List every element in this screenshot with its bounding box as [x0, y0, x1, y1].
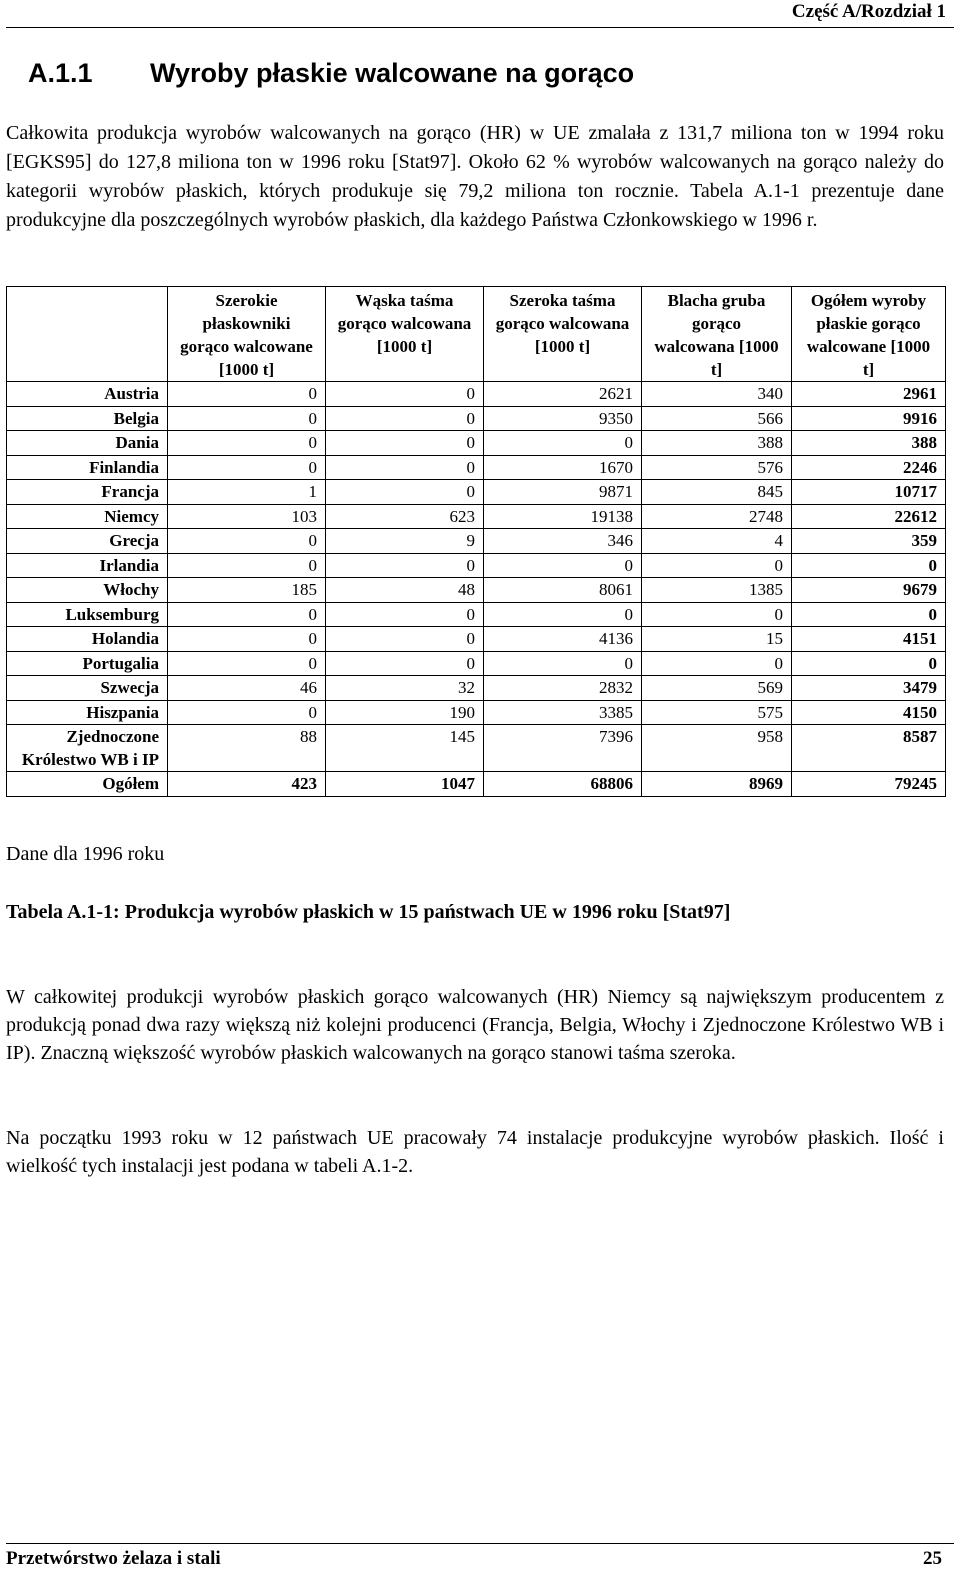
value-cell: 0 — [326, 651, 484, 676]
value-cell: 9871 — [484, 480, 642, 505]
value-cell: 32 — [326, 676, 484, 701]
total-value-cell: 2961 — [792, 382, 946, 407]
value-cell: 0 — [326, 406, 484, 431]
section-number: A.1.1 — [28, 58, 93, 88]
total-value-cell: 8969 — [642, 772, 792, 797]
value-cell: 0 — [326, 455, 484, 480]
value-cell: 0 — [642, 602, 792, 627]
value-cell: 0 — [642, 651, 792, 676]
value-cell: 576 — [642, 455, 792, 480]
table-row — [7, 578, 946, 603]
value-cell: 7396 — [484, 725, 642, 772]
total-value-cell: 3479 — [792, 676, 946, 701]
column-header: Wąska taśma gorąco walcowana [1000 t] — [326, 287, 484, 382]
total-value-cell: 79245 — [792, 772, 946, 797]
value-cell: 566 — [642, 406, 792, 431]
total-value-cell: 8587 — [792, 725, 946, 772]
value-cell: 185 — [168, 578, 326, 603]
table-row — [7, 602, 946, 627]
value-cell: 340 — [642, 382, 792, 407]
footer-divider — [6, 1543, 954, 1544]
total-value-cell: 9916 — [792, 406, 946, 431]
value-cell: 88 — [168, 725, 326, 772]
value-cell: 0 — [484, 553, 642, 578]
value-cell: 569 — [642, 676, 792, 701]
value-cell: 0 — [168, 406, 326, 431]
value-cell: 9 — [326, 529, 484, 554]
value-cell: 0 — [168, 700, 326, 725]
country-cell: Niemcy — [7, 504, 168, 529]
table-row — [7, 504, 946, 529]
table-row — [7, 651, 946, 676]
total-label-cell: Ogółem — [7, 772, 168, 797]
total-value-cell: 22612 — [792, 504, 946, 529]
total-value-cell: 0 — [792, 553, 946, 578]
value-cell: 845 — [642, 480, 792, 505]
table-row — [7, 431, 946, 456]
total-value-cell: 9679 — [792, 578, 946, 603]
total-value-cell: 388 — [792, 431, 946, 456]
intro-paragraph: Całkowita produkcja wyrobów walcowanych na gorąco (HR) w UE zmalała z 131,7 miliona ton w 1994 roku [EGKS95] do 127,8 milionа ton w 1996 roku [Stat97]. Około 62 % wyrobów walcowanych na gorąco należy do kategorii wyrobów płaskich, których produkuje się 79,2 miliona ton rocznie. Tabela A.1-1 prezentuje dane produkcyjne dla poszczególnych wyrobów płaskich, dla każdego Państwa Członkowskiego w 1996 r. — [6, 122, 944, 231]
value-cell: 145 — [326, 725, 484, 772]
value-cell: 958 — [642, 725, 792, 772]
total-value-cell: 4150 — [792, 700, 946, 725]
country-cell: Dania — [7, 431, 168, 456]
value-cell: 0 — [168, 627, 326, 652]
country-cell: Holandia — [7, 627, 168, 652]
header-corner — [7, 287, 168, 382]
value-cell: 1670 — [484, 455, 642, 480]
value-cell: 346 — [484, 529, 642, 554]
value-cell: 0 — [326, 627, 484, 652]
paragraph-2: W całkowitej produkcji wyrobów płaskich gorąco walcowanych (HR) Niemcy są największym producentem z produkcją ponad dwa razy większą niż kolejni producenci (Francja, Belgia, Włochy i Zjednoczone Królestwo WB i IP). Znaczną większość wyrobów płaskich walcowanych na gorąco stanowi taśma szeroka. — [6, 986, 944, 1064]
column-header: Blacha gruba gorąco walcowana [1000 t] — [642, 287, 792, 382]
table-row — [7, 455, 946, 480]
country-cell: Włochy — [7, 578, 168, 603]
value-cell: 9350 — [484, 406, 642, 431]
value-cell: 0 — [326, 553, 484, 578]
total-value-cell: 1047 — [326, 772, 484, 797]
value-cell: 0 — [484, 651, 642, 676]
table-body — [7, 382, 946, 797]
value-cell: 3385 — [484, 700, 642, 725]
column-header: Szeroka taśma gorąco walcowana [1000 t] — [484, 287, 642, 382]
chapter-header: Część A/Rozdział 1 — [791, 1, 946, 22]
paragraph-3: Na początku 1993 roku w 12 państwach UE pracowały 74 instalacje produkcyjne wyrobów płaskich. Ilość i wielkość tych instalacji jest podana w tabeli A.1-2. — [6, 1127, 944, 1177]
value-cell: 0 — [168, 651, 326, 676]
total-value-cell: 359 — [792, 529, 946, 554]
value-cell: 0 — [168, 553, 326, 578]
value-cell: 2832 — [484, 676, 642, 701]
table-row — [7, 700, 946, 725]
section-heading — [28, 58, 634, 89]
table-note: Dane dla 1996 roku — [6, 843, 165, 865]
value-cell: 0 — [326, 382, 484, 407]
value-cell: 0 — [168, 431, 326, 456]
country-cell: Francja — [7, 480, 168, 505]
value-cell: 4136 — [484, 627, 642, 652]
value-cell: 0 — [484, 431, 642, 456]
footer-title: Przetwórstwo żelaza i stali — [6, 1548, 221, 1569]
value-cell: 2621 — [484, 382, 642, 407]
value-cell: 0 — [168, 602, 326, 627]
country-cell: Szwecja — [7, 676, 168, 701]
value-cell: 0 — [168, 382, 326, 407]
total-value-cell: 68806 — [484, 772, 642, 797]
table-row — [7, 627, 946, 652]
total-value-cell: 0 — [792, 602, 946, 627]
country-cell: Grecja — [7, 529, 168, 554]
table-row — [7, 382, 946, 407]
value-cell: 19138 — [484, 504, 642, 529]
value-cell: 46 — [168, 676, 326, 701]
column-header: Szerokie płaskowniki gorąco walcowane [1000 t] — [168, 287, 326, 382]
value-cell: 0 — [484, 602, 642, 627]
table-row — [7, 406, 946, 431]
table-row — [7, 725, 946, 772]
country-cell: Luksemburg — [7, 602, 168, 627]
country-cell: Portugalia — [7, 651, 168, 676]
value-cell: 190 — [326, 700, 484, 725]
value-cell: 8061 — [484, 578, 642, 603]
table-header-row — [7, 287, 946, 382]
page-number: 25 — [923, 1548, 942, 1569]
value-cell: 0 — [326, 602, 484, 627]
value-cell: 4 — [642, 529, 792, 554]
table-row — [7, 553, 946, 578]
country-cell: Hiszpania — [7, 700, 168, 725]
value-cell: 15 — [642, 627, 792, 652]
value-cell: 623 — [326, 504, 484, 529]
value-cell: 0 — [168, 529, 326, 554]
value-cell: 48 — [326, 578, 484, 603]
value-cell: 575 — [642, 700, 792, 725]
country-cell: Irlandia — [7, 553, 168, 578]
value-cell: 103 — [168, 504, 326, 529]
value-cell: 2748 — [642, 504, 792, 529]
value-cell: 0 — [642, 553, 792, 578]
value-cell: 0 — [326, 431, 484, 456]
table-total-row — [7, 772, 946, 797]
value-cell: 0 — [326, 480, 484, 505]
country-cell: Finlandia — [7, 455, 168, 480]
section-title: Wyroby płaskie walcowane na gorąco — [150, 58, 635, 88]
total-value-cell: 423 — [168, 772, 326, 797]
production-table — [6, 286, 946, 797]
value-cell: 1 — [168, 480, 326, 505]
column-header: Ogółem wyroby płaskie gorąco walcowane [1000 t] — [792, 287, 946, 382]
table-caption: Tabela A.1-1: Produkcja wyrobów płaskich w 15 państwach UE w 1996 roku [Stat97] — [6, 901, 731, 923]
table-row — [7, 480, 946, 505]
total-value-cell: 0 — [792, 651, 946, 676]
table-row — [7, 529, 946, 554]
total-value-cell: 10717 — [792, 480, 946, 505]
country-cell: Austria — [7, 382, 168, 407]
header-divider — [6, 27, 954, 28]
country-cell: Zjednoczone Królestwo WB i IP — [7, 725, 168, 772]
total-value-cell: 4151 — [792, 627, 946, 652]
value-cell: 1385 — [642, 578, 792, 603]
table-row — [7, 676, 946, 701]
value-cell: 388 — [642, 431, 792, 456]
total-value-cell: 2246 — [792, 455, 946, 480]
value-cell: 0 — [168, 455, 326, 480]
country-cell: Belgia — [7, 406, 168, 431]
